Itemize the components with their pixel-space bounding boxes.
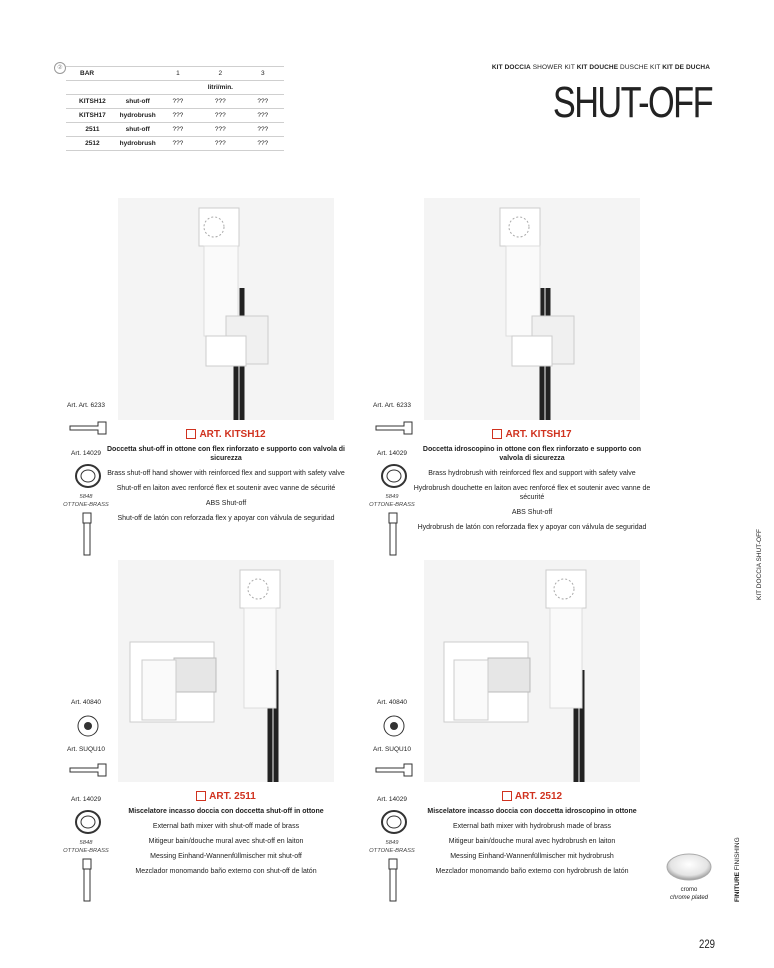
accessory-material: OTTONE-BRASS — [369, 502, 415, 508]
wall-elbow-icon — [374, 420, 414, 438]
desc-de: Messing Einhand-Wannenfüllmischer mit hydrobrush — [450, 853, 614, 860]
article-heading — [412, 790, 652, 802]
row-value: ??? — [242, 109, 284, 123]
desc-es: Mezclador monomando baño externo con hydrobrush de latón — [435, 868, 629, 875]
wall-elbow-icon — [68, 420, 108, 438]
product-description-kitsh12 — [106, 428, 346, 523]
accessory-label: Art. 14029 — [71, 796, 101, 803]
desc-de: ABS Shut-off — [511, 509, 553, 516]
table-row — [66, 109, 284, 123]
finish-name-en: chrome plated — [669, 895, 709, 901]
row-code: KITSH17 — [66, 109, 119, 123]
product-image-kitsh17 — [424, 198, 640, 420]
row-value: ??? — [199, 95, 241, 109]
article-code: ART. 2512 — [514, 790, 563, 802]
spout-icon — [374, 762, 414, 780]
accessory-label: Art. 14029 — [71, 450, 101, 457]
kit-label-de: DUSCHE KIT — [618, 64, 663, 71]
checkbox-icon — [492, 429, 502, 439]
finishing-tab-bold: FINITURE — [734, 872, 741, 902]
hand-shower-icon — [80, 512, 94, 558]
desc-it: Doccetta shut-off in ottone con flex rinforzato e supporto con valvola di sicurezza — [106, 446, 345, 462]
page-number: 229 — [699, 937, 716, 951]
table-header-cell: 1 — [157, 67, 199, 81]
table-row — [66, 95, 284, 109]
desc-de: Messing Einhand-Wannenfüllmischer mit shut-off — [150, 853, 302, 860]
accessory-code: 5849 — [385, 840, 399, 846]
product-description-kitsh17 — [412, 428, 652, 532]
finishing-tab-normal: FINISHING — [734, 837, 741, 871]
kit-label-en: SHOWER KIT — [530, 64, 577, 71]
accessory-label: Art. SUQU10 — [373, 746, 411, 753]
desc-it: Miscelatore incasso doccia con doccetta shut-off in ottone — [128, 808, 324, 815]
row-code: KITSH12 — [66, 95, 119, 109]
hose-coil-icon — [378, 462, 410, 490]
desc-en: External bath mixer with hydrobrush made of brass — [453, 823, 611, 830]
accessory-label: Art. Art. 6233 — [373, 402, 411, 409]
kit-multilingual-label — [492, 64, 710, 71]
row-type: hydrobrush — [119, 109, 157, 123]
table-row — [66, 123, 284, 137]
accessory-label: Art. 40840 — [377, 699, 407, 706]
table-unit-row — [66, 81, 284, 95]
row-value: ??? — [242, 95, 284, 109]
desc-fr: Shut-off en laiton avec renforcé flex et soutenir avec vanne de sécurité — [116, 485, 336, 492]
hand-shower-icon — [386, 858, 400, 904]
article-code: ART. KITSH17 — [505, 428, 572, 440]
pressure-table — [66, 66, 284, 151]
table-header-cell: 2 — [199, 67, 241, 81]
accessory-material: OTTONE-BRASS — [369, 848, 415, 854]
page-title: SHUT-OFF — [552, 78, 712, 127]
accessory-material: OTTONE-BRASS — [63, 502, 109, 508]
desc-en: Brass hydrobrush with reinforced flex and support with safety valve — [428, 470, 636, 477]
product-description-2512 — [412, 790, 652, 876]
accessory-label: Art. 14029 — [377, 450, 407, 457]
hose-coil-icon — [72, 808, 104, 836]
hand-shower-icon — [80, 858, 94, 904]
side-tab-label: KIT DOCCIA SHUT-OFF — [756, 528, 763, 600]
table-header-row — [66, 67, 284, 81]
desc-fr: Mitigeur bain/douche mural avec hydrobrush en laiton — [448, 838, 616, 845]
accessory-code: 5848 — [79, 840, 93, 846]
row-value: ??? — [157, 123, 199, 137]
checkbox-icon — [186, 429, 196, 439]
desc-es: Hydrobrush de latón con reforzada flex y apoyar con válvula de seguridad — [417, 524, 647, 531]
desc-en: External bath mixer with shut-off made of brass — [152, 823, 300, 830]
row-type: shut-off — [119, 123, 157, 137]
row-value: ??? — [157, 109, 199, 123]
finishing-tab-label — [734, 837, 741, 902]
row-value: ??? — [157, 137, 199, 151]
kit-label-fr: KIT DOUCHE — [576, 64, 619, 71]
desc-fr: Mitigeur bain/douche mural avec shut-off en laiton — [148, 838, 304, 845]
accessory-material: OTTONE-BRASS — [63, 848, 109, 854]
finish-label — [664, 886, 714, 902]
cartridge-icon — [76, 712, 100, 738]
desc-es: Mezclador monomando baño externo con shut-off de latón — [135, 868, 317, 875]
article-heading — [106, 790, 346, 802]
article-code: ART. KITSH12 — [199, 428, 266, 440]
accessory-label: Art. 40840 — [71, 699, 101, 706]
unit-label: litri/min. — [157, 81, 284, 95]
row-value: ??? — [157, 95, 199, 109]
accessory-label: Art. Art. 6233 — [67, 402, 105, 409]
product-image-kitsh12 — [118, 198, 334, 420]
accessory-code: 5849 — [385, 494, 399, 500]
row-type: hydrobrush — [119, 137, 157, 151]
page-badge: ② — [54, 62, 66, 74]
hose-coil-icon — [378, 808, 410, 836]
row-type: shut-off — [119, 95, 157, 109]
accessory-code: 5848 — [79, 494, 93, 500]
accessory-label: Art. 14029 — [377, 796, 407, 803]
article-heading — [412, 428, 652, 440]
cartridge-icon — [382, 712, 406, 738]
chrome-finish-swatch — [664, 852, 714, 882]
desc-fr: Hydrobrush douchette en laiton avec renforcé flex et soutenir avec vanne de sécurité — [413, 485, 651, 501]
desc-it: Miscelatore incasso doccia con doccetta idroscopino in ottone — [427, 808, 637, 815]
table-header-cell — [119, 67, 157, 81]
row-code: 2512 — [66, 137, 119, 151]
kit-label-es: KIT DE DUCHA — [662, 64, 710, 71]
row-value: ??? — [199, 123, 241, 137]
kit-label-it: KIT DOCCIA — [491, 64, 531, 71]
article-heading — [106, 428, 346, 440]
hand-shower-icon — [386, 512, 400, 558]
desc-es: Shut-off de latón con reforzada flex y apoyar con válvula de seguridad — [117, 515, 335, 522]
desc-de: ABS Shut-off — [205, 500, 247, 507]
spout-icon — [68, 762, 108, 780]
table-header-cell: BAR — [66, 67, 119, 81]
row-value: ??? — [199, 137, 241, 151]
desc-it: Doccetta idroscopino in ottone con flex rinforzato e supporto con valvola di sicurezza — [422, 446, 642, 462]
accessory-label: Art. SUQU10 — [67, 746, 105, 753]
row-value: ??? — [242, 137, 284, 151]
checkbox-icon — [502, 791, 512, 801]
desc-en: Brass shut-off hand shower with reinforced flex and support with safety valve — [107, 470, 345, 477]
row-value: ??? — [242, 123, 284, 137]
finish-name: cromo — [680, 887, 698, 893]
hose-coil-icon — [72, 462, 104, 490]
row-value: ??? — [199, 109, 241, 123]
row-code: 2511 — [66, 123, 119, 137]
product-image-2511 — [118, 560, 334, 782]
checkbox-icon — [196, 791, 206, 801]
product-description-2511 — [106, 790, 346, 876]
product-image-2512 — [424, 560, 640, 782]
table-header-cell: 3 — [242, 67, 284, 81]
table-row — [66, 137, 284, 151]
article-code: ART. 2511 — [209, 790, 256, 802]
